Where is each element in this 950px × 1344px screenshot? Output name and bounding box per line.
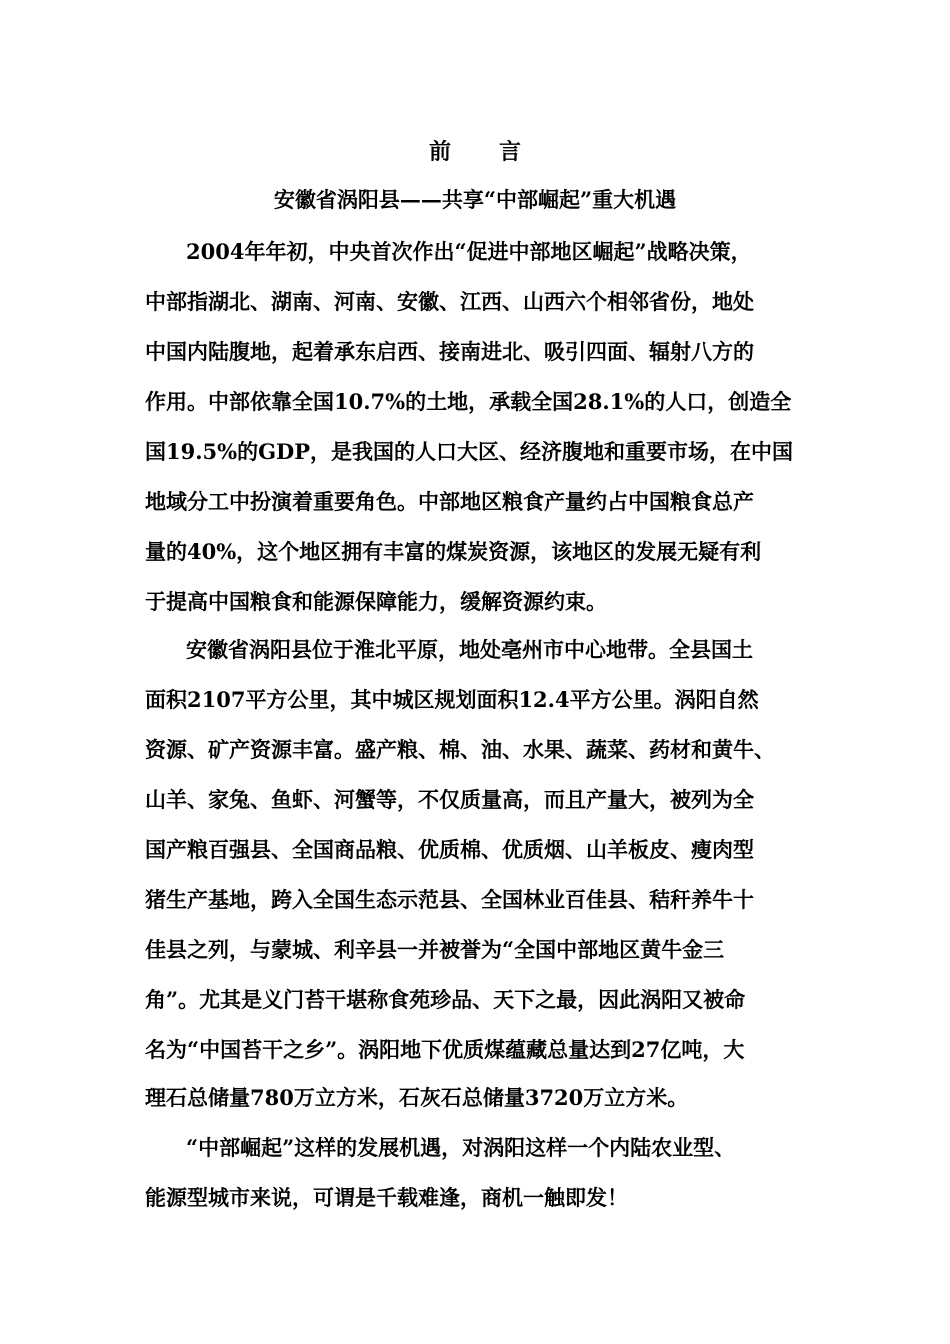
- paragraph-2-line-2: 面积2107平方公里，其中城区规划面积12.4平方公里。涡阳自然: [145, 687, 759, 712]
- page-title: 前言: [428, 139, 569, 165]
- paragraph-1-line-2: 中部指湖北、湖南、河南、安徽、江西、山西六个相邻省份，地处: [145, 289, 754, 314]
- page-subtitle: 安徽省涡阳县——共享“中部崛起”重大机遇: [273, 187, 677, 212]
- paragraph-3-line-1: “中部崛起”这样的发展机遇，对涡阳这样一个内陆农业型、: [186, 1135, 736, 1160]
- paragraph-1-line-6: 地域分工中扮演着重要角色。中部地区粮食产量约占中国粮食总产: [145, 489, 754, 514]
- paragraph-1-line-1: 2004年年初，中央首次作出“促进中部地区崛起”战略决策，: [186, 239, 752, 264]
- paragraph-2-line-10: 理石总储量780万立方米，石灰石总储量3720万立方米。: [145, 1085, 689, 1110]
- paragraph-1-line-3: 中国内陆腹地，起着承东启西、接南进北、吸引四面、辐射八方的: [145, 339, 754, 364]
- paragraph-1-line-7: 量的40%，这个地区拥有丰富的煤炭资源，该地区的发展无疑有利: [145, 539, 762, 564]
- paragraph-1-line-5: 国19.5%的GDP，是我国的人口大区、经济腹地和重要市场，在中国: [145, 439, 794, 464]
- paragraph-2-line-1: 安徽省涡阳县位于淮北平原，地处亳州市中心地带。全县国土: [186, 637, 753, 662]
- paragraph-2-line-7: 佳县之列，与蒙城、利辛县一并被誉为“全国中部地区黄牛金三: [145, 937, 725, 962]
- paragraph-1-line-4: 作用。中部依靠全国10.7%的土地，承载全国28.1%的人口，创造全: [145, 389, 792, 414]
- paragraph-2-line-5: 国产粮百强县、全国商品粮、优质棉、优质烟、山羊板皮、瘦肉型: [145, 837, 754, 862]
- paragraph-3-line-2: 能源型城市来说，可谓是千载难逢，商机一触即发！: [145, 1185, 628, 1210]
- paragraph-2-line-6: 猪生产基地，跨入全国生态示范县、全国林业百佳县、秸秆养牛十: [145, 887, 754, 912]
- paragraph-2-line-3: 资源、矿产资源丰富。盛产粮、棉、油、水果、蔬菜、药材和黄牛、: [145, 737, 775, 762]
- paragraph-1-line-8: 于提高中国粮食和能源保障能力，缓解资源约束。: [145, 589, 607, 614]
- paragraph-2-line-8: 角”。尤其是义门苔干堪称食苑珍品、天下之最，因此涡阳又被命: [145, 987, 746, 1012]
- paragraph-2-line-4: 山羊、家兔、鱼虾、河蟹等，不仅质量高，而且产量大，被列为全: [145, 787, 754, 812]
- paragraph-2-line-9: 名为“中国苔干之乡”。涡阳地下优质煤蕴藏总量达到27亿吨，大: [145, 1037, 745, 1062]
